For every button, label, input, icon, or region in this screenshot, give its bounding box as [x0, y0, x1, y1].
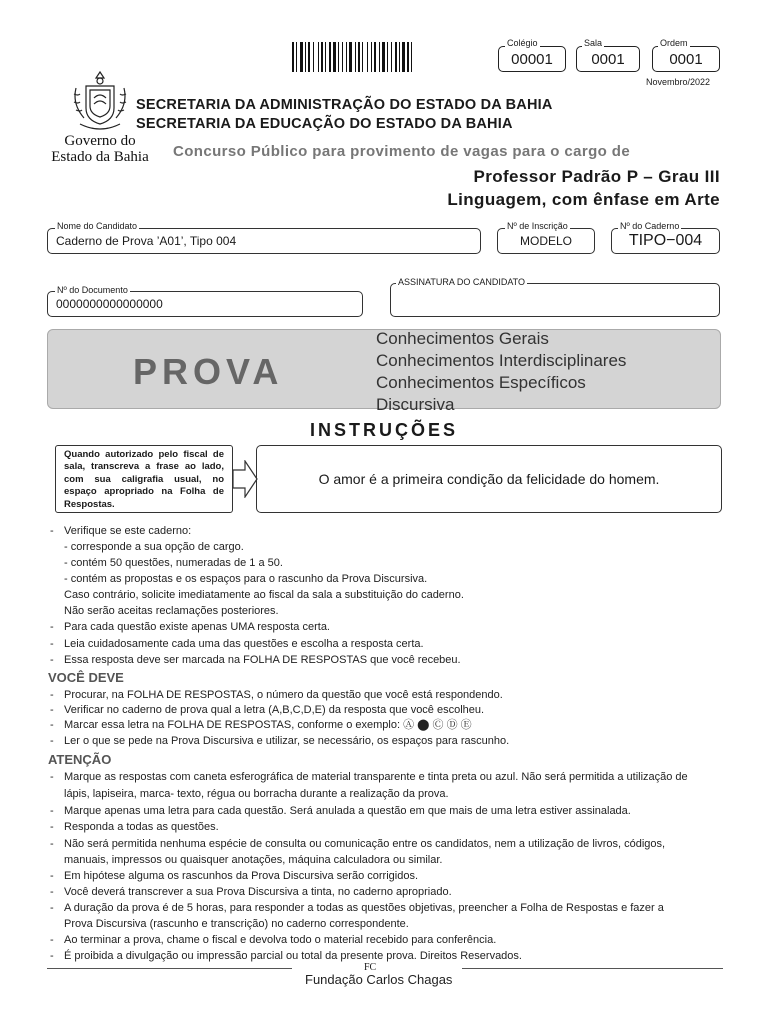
transcription-note: Quando autorizado pelo fiscal de sala, transcreva a frase ao lado, com sua caligrafia usual, no espaço apropriado na Folha de Respostas. [55, 445, 233, 513]
atencao-line: - É proibida a divulgação ou impressão parcial ou total da presente prova. Direitos Reservados. [50, 950, 522, 962]
voce-deve-item: - Procurar, na FOLHA DE RESPOSTAS, o número da questão que você está respondendo. [50, 689, 503, 701]
nome-candidato-value: Caderno de Prova ’A01’, Tipo 004 [56, 234, 237, 248]
caderno-field [611, 228, 720, 254]
atencao-line: lápis, lapiseira, marca- texto, régua ou borracha durante a realização da prova. [64, 788, 449, 800]
voce-deve-item: - Ler o que se pede na Prova Discursiva e utilizar, se necessário, os espaços para rascunho. [50, 735, 510, 747]
atencao-line: - Você deverá transcrever a sua Prova Discursiva a tinta, no caderno apropriado. [50, 886, 452, 898]
instruction-line: Caso contrário, solicite imediatamente ao fiscal da sala a substituição do caderno. [64, 589, 464, 601]
prova-part: Conhecimentos Interdisciplinares [376, 351, 627, 370]
assinatura-field [390, 283, 720, 317]
bahia-coat-of-arms-icon [70, 68, 130, 138]
instruction-line: - contém as propostas e os espaços para o rascunho da Prova Discursiva. [64, 573, 428, 585]
prova-title: PROVA [133, 351, 284, 392]
voce-deve-item: - Verificar no caderno de prova qual a letra (A,B,C,D,E) da resposta que você escolheu. [50, 704, 485, 716]
fcc-name: Fundação Carlos Chagas [305, 972, 453, 987]
prova-part: Discursiva [376, 395, 455, 414]
barcode-icon [292, 42, 480, 72]
atencao-line: - Em hipótese alguma os rascunhos da Prova Discursiva serão corrigidos. [50, 870, 418, 882]
atencao-title: ATENÇÃO [48, 752, 112, 767]
cargo-line2: Linguagem, com ênfase em Arte [447, 190, 720, 209]
instruction-line: Não serão aceitas reclamações posteriores. [64, 605, 279, 617]
caderno-value: TIPO−004 [628, 232, 703, 249]
atencao-line: - A duração da prova é de 5 horas, para responder a todas as questões objetivas, preencher a Folha de Respostas e fazer a [50, 902, 664, 914]
ordem-label: Ordem [660, 38, 688, 48]
atencao-line: - Não será permitida nenhuma espécie de consulta ou comunicação entre os candidatos, nem a utilização de livros, códigos, [50, 838, 666, 850]
colegio-value: 00001 [511, 50, 553, 68]
arrow-right-icon [232, 460, 258, 498]
assinatura-label: ASSINATURA DO CANDIDATO [398, 277, 526, 287]
inscricao-label: Nº de Inscrição [507, 221, 568, 231]
logo-line2: Estado da Bahia [51, 149, 149, 165]
exam-date: Novembro/2022 [646, 77, 711, 87]
nome-candidato-field [47, 228, 481, 254]
secretaria-educacao: SECRETARIA DA EDUCAÇÃO DO ESTADO DA BAHIA [136, 116, 513, 132]
sala-box [576, 46, 640, 72]
secretaria-administracao: SECRETARIA DA ADMINISTRAÇÃO DO ESTADO DA BAHIA [136, 97, 553, 113]
inscricao-value: MODELO [519, 234, 572, 248]
government-logo-text [44, 133, 156, 165]
atencao-line: Prova Discursiva (rascunho e transcrição) no caderno correspondente. [64, 918, 409, 930]
instruction-line: - Essa resposta deve ser marcada na FOLHA DE RESPOSTAS que você recebeu. [50, 654, 461, 666]
atencao-line: - Marque apenas uma letra para cada questão. Será anulada a questão em que mais de uma letra estiver assinalada. [50, 805, 631, 817]
voce-deve-item: - Marcar essa letra na FOLHA DE RESPOSTAS, conforme o exemplo: Ⓐ ⬤ Ⓒ Ⓓ Ⓔ [50, 719, 472, 731]
atencao-line: - Marque as respostas com caneta esferográfica de material transparente e tinta preta ou azul. Não será permitida a utilização de [50, 771, 688, 783]
instruction-line: - Para cada questão existe apenas UMA resposta certa. [50, 621, 330, 633]
prova-part: Conhecimentos Específicos [376, 373, 586, 392]
colegio-box [498, 46, 566, 72]
nome-candidato-label: Nome do Candidato [57, 221, 138, 231]
inscricao-field [497, 228, 595, 254]
instruction-line: - corresponde a sua opção de cargo. [64, 541, 244, 553]
instruction-line: - Leia cuidadosamente cada uma das questões e escolha a resposta certa. [50, 638, 424, 650]
atencao-line: manuais, impressos ou quaisquer anotações, máquina calculadora ou similar. [64, 854, 443, 866]
voce-deve-title: VOCÊ DEVE [48, 670, 124, 685]
instruction-line: - Verifique se este caderno: [50, 525, 192, 537]
ordem-value: 0001 [669, 50, 703, 68]
sala-value: 0001 [591, 50, 625, 68]
atencao-line: - Responda a todas as questões. [50, 821, 219, 833]
concurso-text: Concurso Público para provimento de vagas para o cargo de [173, 143, 631, 160]
sala-label: Sala [584, 38, 603, 48]
instruction-line: - contém 50 questões, numeradas de 1 a 50. [64, 557, 283, 569]
prova-part: Conhecimentos Gerais [376, 329, 549, 348]
logo-line1: Governo do [64, 133, 136, 149]
colegio-label: Colégio [507, 38, 538, 48]
atencao-line: - Ao terminar a prova, chame o fiscal e devolva todo o material recebido para conferência. [50, 934, 497, 946]
phrase-box [256, 445, 722, 513]
phrase-text: O amor é a primeira condição da felicidade do homem. [318, 471, 660, 487]
instrucoes-title: INSTRUÇÕES [309, 420, 458, 440]
caderno-label: Nº do Caderno [620, 221, 680, 231]
cargo-line1: Professor Padrão P – Grau III [473, 167, 720, 186]
documento-label: Nº do Documento [57, 285, 128, 295]
documento-value: 0000000000000000 [56, 297, 163, 311]
ordem-box [652, 46, 720, 72]
fcc-logo-mark: FC [364, 962, 377, 973]
